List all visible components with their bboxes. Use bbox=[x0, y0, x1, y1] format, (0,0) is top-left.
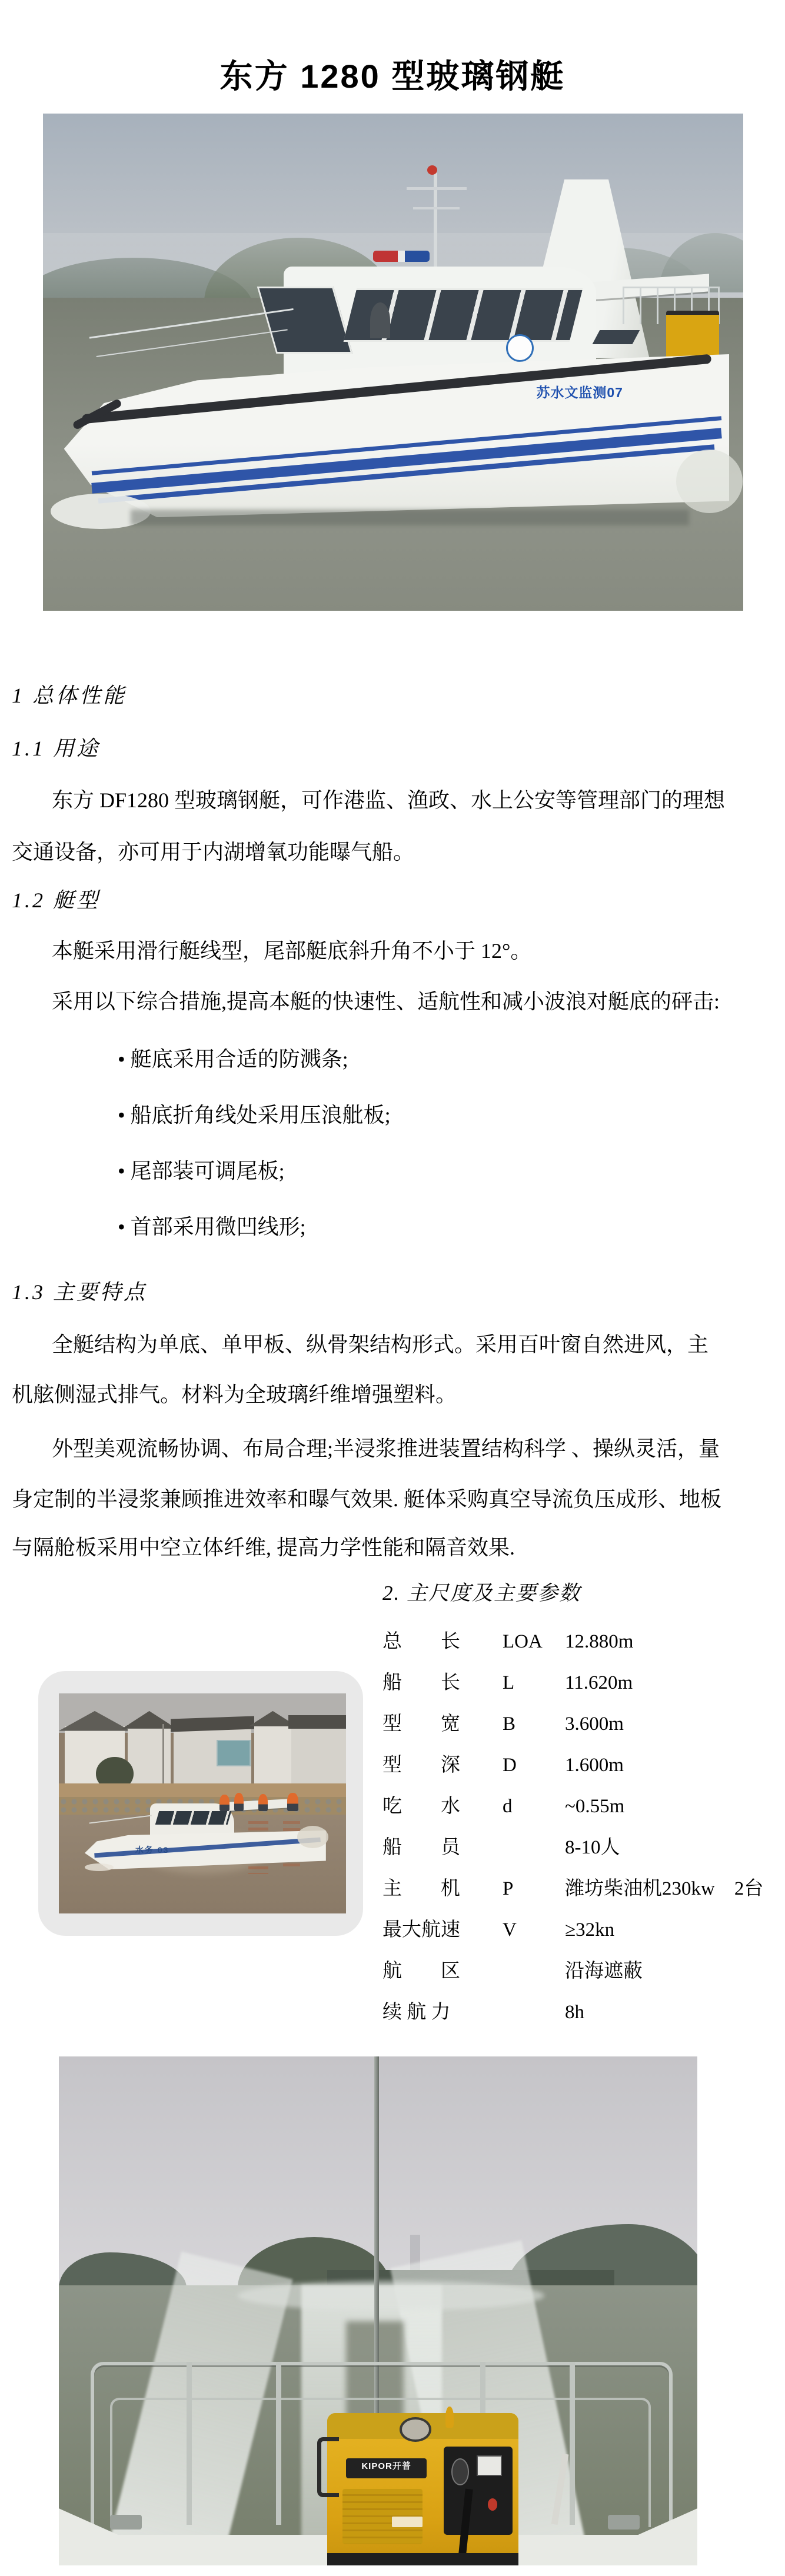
generator-brand-label: KIPOR开普 bbox=[346, 2458, 427, 2478]
panel-socket bbox=[451, 2458, 469, 2485]
spec-label: 船 员 bbox=[382, 1837, 460, 1858]
crew-vest bbox=[219, 1795, 229, 1811]
fuel-cap bbox=[400, 2417, 431, 2442]
spec-value: 12.880m bbox=[565, 1631, 634, 1652]
spec-label: 航 区 bbox=[382, 1961, 460, 1982]
aft-side-window bbox=[593, 330, 640, 344]
paragraph-use-line2: 交通设备，亦可用于内湖增氧功能曝气船。 bbox=[12, 840, 415, 864]
page-title: 东方 1280 型玻璃钢艇 bbox=[219, 58, 566, 95]
cleat bbox=[110, 2515, 142, 2530]
photo-river-boat bbox=[59, 1693, 346, 1913]
spec-symbol: L bbox=[503, 1672, 515, 1693]
spec-value: 8-10人 bbox=[565, 1837, 620, 1858]
crew-vest bbox=[287, 1793, 298, 1811]
bullet-item: • 尾部装可调尾板; bbox=[118, 1159, 285, 1183]
spec-label: 船 长 bbox=[382, 1672, 460, 1693]
river-boat bbox=[85, 1799, 326, 1874]
table-row bbox=[382, 1868, 783, 1909]
spec-symbol: V bbox=[503, 1919, 517, 1941]
table-row bbox=[382, 1951, 783, 1992]
railing-stanchion bbox=[570, 2362, 575, 2525]
stern-spray bbox=[676, 450, 743, 513]
spec-label: 主 机 bbox=[382, 1878, 460, 1899]
spec-value: ≥32kn bbox=[565, 1919, 615, 1941]
section-heading-1: 1 总体性能 bbox=[12, 684, 127, 707]
spec-label: 型 宽 bbox=[382, 1713, 460, 1735]
table-row bbox=[382, 1992, 783, 2033]
spec-label: 总 长 bbox=[382, 1631, 460, 1652]
spec-table bbox=[382, 1621, 783, 2033]
spec-symbol: B bbox=[503, 1713, 516, 1735]
spec-symbol: P bbox=[503, 1878, 514, 1899]
bow-railing bbox=[89, 1815, 153, 1831]
section-heading-1-3: 1.3 主要特点 bbox=[12, 1280, 148, 1304]
paragraph-measures: 采用以下综合措施,提高本艇的快速性、适航性和减小波浪对艇底的砰击: bbox=[52, 990, 720, 1013]
spec-symbol: d bbox=[503, 1796, 513, 1817]
generator-base bbox=[327, 2553, 519, 2565]
spec-label: 最大航速 bbox=[382, 1919, 460, 1941]
paragraph-features-line5: 与隔舱板采用中空立体纤维, 提高力学性能和隔音效果. bbox=[12, 1536, 515, 1559]
paragraph-use-line1: 东方 DF1280 型玻璃钢艇，可作港监、渔政、水上公安等管理部门的理想 bbox=[52, 788, 726, 812]
spec-value: 8h bbox=[565, 2002, 584, 2023]
railing-stanchion bbox=[187, 2362, 192, 2525]
photo-main-boat bbox=[43, 114, 743, 611]
bullet-item: • 首部采用微凹线形; bbox=[118, 1215, 306, 1239]
spec-symbol: LOA bbox=[503, 1631, 543, 1652]
spec-value: 11.620m bbox=[565, 1672, 633, 1693]
crew-vest bbox=[258, 1794, 268, 1811]
house-5-roof bbox=[288, 1715, 346, 1728]
spec-value: 沿海遮蔽 bbox=[565, 1961, 643, 1982]
mast-crossbar-2 bbox=[413, 207, 460, 209]
paragraph-features-line1: 全艇结构为单底、单甲板、纵骨架结构形式。采用百叶窗自然进风，主 bbox=[52, 1333, 709, 1356]
wake-horizon-foam bbox=[238, 2281, 544, 2311]
table-row bbox=[382, 1827, 783, 1868]
spec-symbol: D bbox=[503, 1755, 517, 1776]
stern-spray bbox=[297, 1826, 328, 1848]
section-heading-1-2: 1.2 艇型 bbox=[12, 888, 101, 912]
paragraph-features-line4: 身定制的半浸浆兼顾推进效率和曝气效果. 艇体采购真空导流负压成形、地板 bbox=[12, 1487, 722, 1511]
cabin-logo bbox=[506, 334, 534, 362]
table-row bbox=[382, 1786, 783, 1827]
panel-gauge bbox=[477, 2455, 502, 2476]
sunroom-glass bbox=[217, 1740, 251, 1766]
spec-value: ~0.55m bbox=[565, 1796, 625, 1817]
table-row bbox=[382, 1621, 783, 1662]
hull bbox=[85, 1831, 326, 1869]
photo-stern-wake bbox=[59, 2056, 697, 2565]
spec-label: 吃 水 bbox=[382, 1796, 460, 1817]
cabin-windows bbox=[155, 1811, 232, 1825]
spec-table-heading: 2. 主尺度及主要参数 bbox=[382, 1582, 581, 1605]
spec-label: 型 深 bbox=[382, 1755, 460, 1776]
table-row bbox=[382, 1745, 783, 1786]
generator-handle bbox=[317, 2437, 338, 2497]
bullet-item: • 船底折角线处采用压浪舭板; bbox=[118, 1103, 391, 1127]
police-lightbar bbox=[373, 251, 430, 262]
spec-value: 1.600m bbox=[565, 1755, 624, 1776]
warning-sticker bbox=[392, 2517, 423, 2527]
cleat bbox=[608, 2515, 640, 2530]
spec-value: 3.600m bbox=[565, 1713, 624, 1735]
portable-generator bbox=[327, 2413, 519, 2566]
utility-pole bbox=[162, 1724, 164, 1786]
crew-vest bbox=[234, 1793, 244, 1811]
table-row bbox=[382, 1703, 783, 1745]
house-5 bbox=[291, 1726, 346, 1788]
bullet-item: • 艇底采用合适的防溅条; bbox=[118, 1047, 348, 1071]
panel-switch-red bbox=[488, 2498, 497, 2511]
helmsman-silhouette bbox=[370, 302, 390, 338]
house-4 bbox=[254, 1722, 291, 1788]
exhaust-tip bbox=[445, 2407, 453, 2428]
mast-crossbar bbox=[407, 187, 467, 190]
paragraph-hullform: 本艇采用滑行艇线型，尾部艇底斜升角不小于 12°。 bbox=[52, 939, 532, 963]
mast-beacon bbox=[427, 165, 437, 175]
railing-stanchion bbox=[276, 2362, 281, 2525]
bow-wave bbox=[85, 1863, 114, 1871]
spec-value: 潍坊柴油机230kw 2台 bbox=[565, 1878, 764, 1899]
hull-number-text: 水务 03 bbox=[135, 1845, 169, 1855]
hull-water-shadow bbox=[131, 510, 690, 525]
house-2 bbox=[128, 1724, 171, 1788]
table-row bbox=[382, 1662, 783, 1703]
paragraph-features-line3: 外型美观流畅协调、布局合理;半浸浆推进装置结构科学 、操纵灵活，量 bbox=[52, 1437, 720, 1460]
paragraph-features-line2: 机舷侧湿式排气。材料为全玻璃纤维增强塑料。 bbox=[12, 1383, 457, 1406]
spec-label: 续 航 力 bbox=[382, 2002, 451, 2023]
hull-number-text: 苏水文监测07 bbox=[536, 385, 623, 401]
table-row bbox=[382, 1909, 783, 1951]
patrol-boat bbox=[64, 164, 730, 561]
section-heading-1-1: 1.1 用途 bbox=[12, 737, 101, 760]
